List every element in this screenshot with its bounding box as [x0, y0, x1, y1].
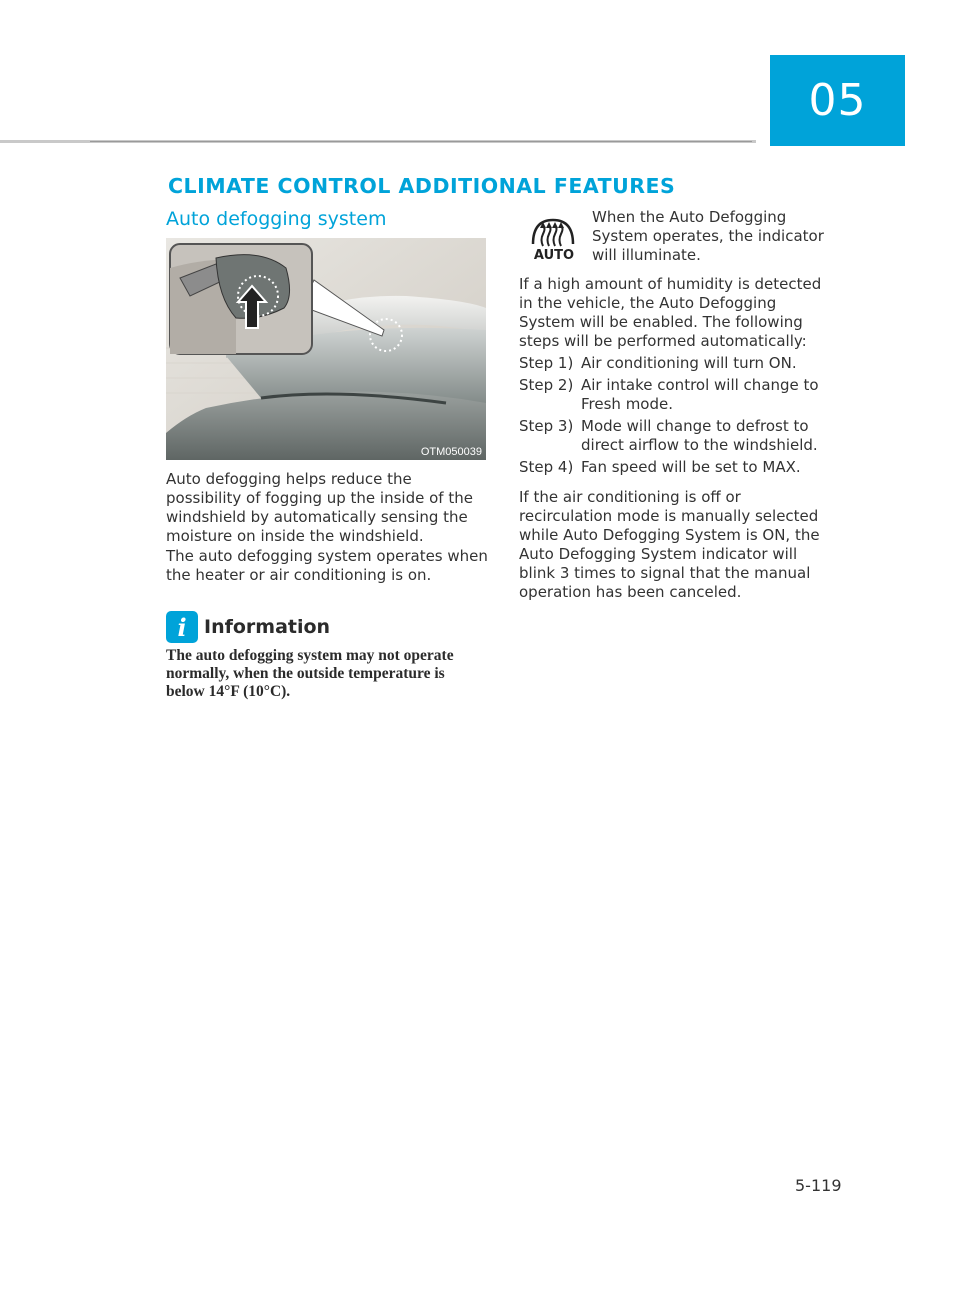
information-header: [166, 611, 330, 643]
step-item: [519, 376, 831, 414]
step-number: Step 3): [519, 417, 574, 435]
step-item: [519, 458, 831, 477]
page-number: 5-119: [795, 1176, 842, 1195]
windshield-figure: [166, 238, 486, 460]
step-item: [519, 354, 831, 373]
chapter-number: 05: [808, 75, 867, 126]
information-text: The auto defogging system may not operate normally, when the outside temperature is below 14°F (10°C).: [166, 647, 454, 700]
step-number: Step 2): [519, 376, 574, 394]
header-rule-inner: [90, 141, 752, 142]
information-label: Information: [204, 616, 331, 638]
steps-list: [519, 354, 831, 480]
step-text: Mode will change to defrost to direct airflow to the windshield.: [581, 417, 818, 454]
right-paragraph-1: If a high amount of humidity is detected in the vehicle, the Auto Defogging System will be enabled. The following steps will be performed automatically:: [519, 275, 822, 350]
step-text: Air intake control will change to Fresh mode.: [581, 376, 819, 413]
step-text: Air conditioning will turn ON.: [581, 354, 797, 372]
subsection-title: Auto defogging system: [166, 208, 387, 230]
step-text: Fan speed will be set to MAX.: [581, 458, 801, 476]
right-paragraph-2: If the air conditioning is off or recirculation mode is manually selected while Auto Defogging System is ON, the Auto Defogging System indicator will blink 3 times to signal that the manual operation has been canceled.: [519, 488, 820, 601]
step-item: [519, 417, 831, 455]
figure-code: OTM050039: [420, 446, 482, 458]
left-paragraph-2: The auto defogging system operates when the heater or air conditioning is on.: [166, 547, 488, 584]
left-paragraph-1: Auto defogging helps reduce the possibility of fogging up the inside of the windshield by automatically sensing the moisture on inside the windshield.: [166, 470, 473, 545]
icon-description: When the Auto Defogging System operates, the indicator will illuminate.: [592, 208, 824, 264]
auto-icon-label: AUTO: [533, 248, 575, 263]
section-title: CLIMATE CONTROL ADDITIONAL FEATURES: [168, 174, 676, 198]
chapter-tab: [770, 55, 905, 146]
info-icon: i: [166, 611, 198, 643]
windshield-illustration: [166, 238, 486, 460]
step-number: Step 4): [519, 458, 574, 476]
step-number: Step 1): [519, 354, 574, 372]
